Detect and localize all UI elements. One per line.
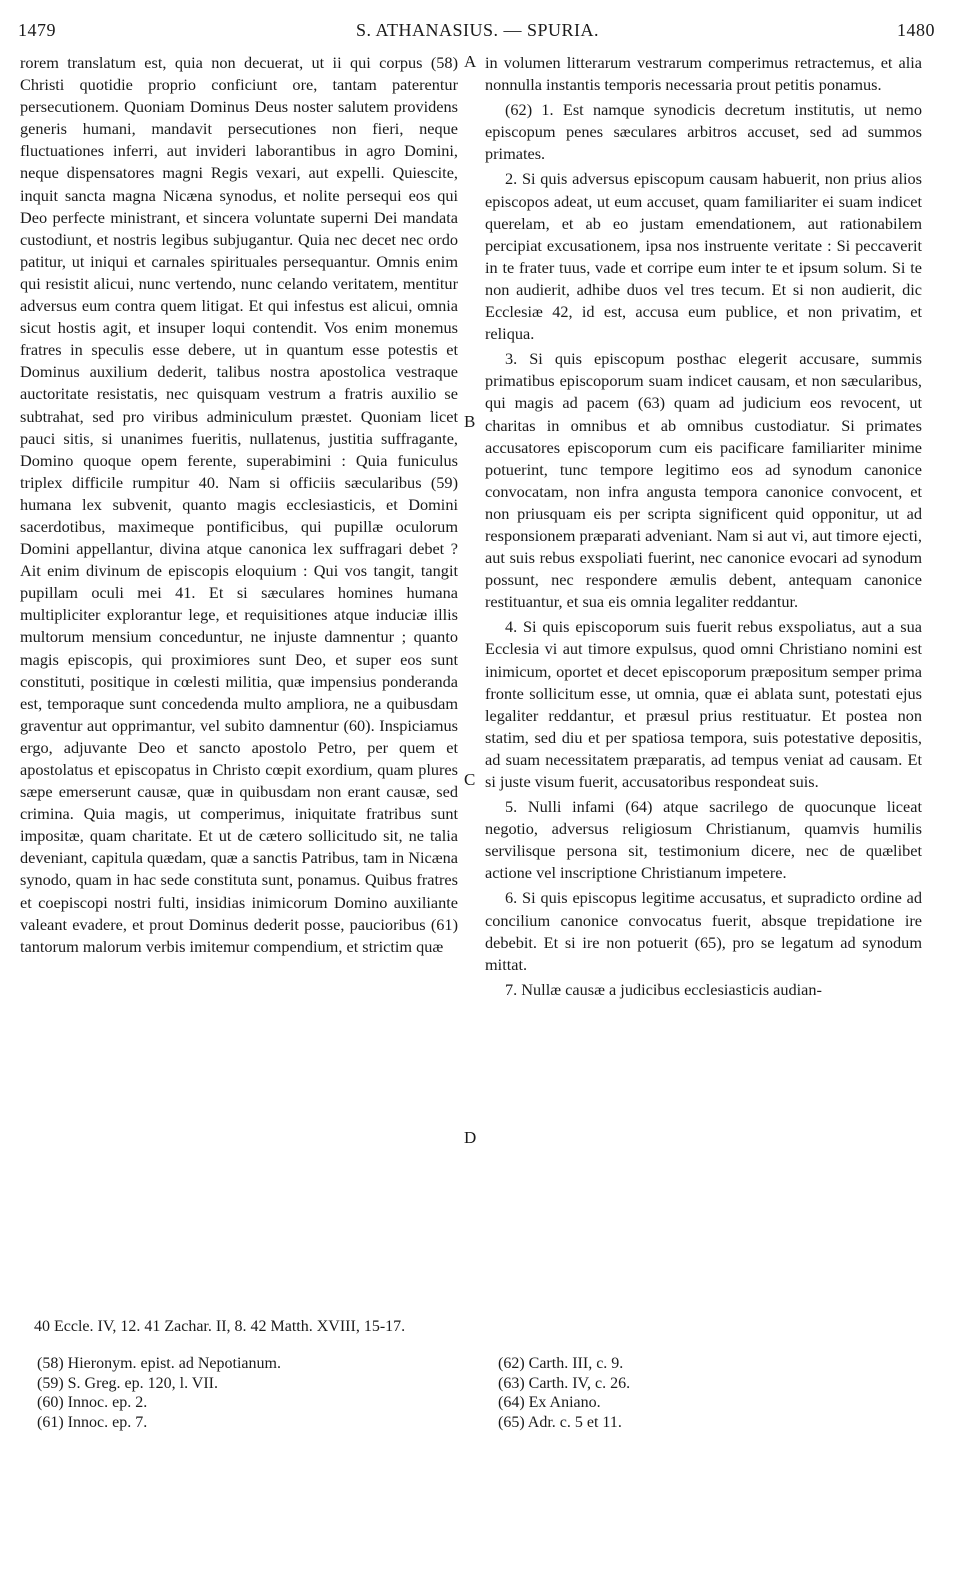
right-paragraph: 3. Si quis episcopum posthac elegerit accusare, summis primatibus episcoporum suam indicet causam, et non sæcularibus, qui magis ad pacem (63) quam ad judicium eos revocent, ut charitas in omnibus et ab omnibus custodiatur. Si primates accusatores episcoporum cum eis pacificare familiariter minime potuerint, tunc tempore legitimo eos ad synodum canonice convocatam, non infra angusta tempora canonice convocent, et non priusquam eis per scripta significent quid opponitur, ut ad responsionem præparati adveniant. Nam si aut vi, aut timore ejecti, aut suis rebus exspoliati fuerint, nec canonice evocari ad synodum possunt, nec respondere æmulis debent, antequam canonice restituantur, et sua eis omnia legaliter reddantur.	[485, 349, 922, 612]
page-number-left: 1479	[18, 20, 56, 40]
note-item: (58) Hieronym. epist. ad Nepotianum.	[37, 1355, 281, 1372]
right-paragraph: 7. Nullæ causæ a judicibus ecclesiasticis audian-	[505, 979, 822, 999]
page-number-right: 1480	[897, 20, 935, 40]
scripture-footnotes: 40 Eccle. IV, 12. 41 Zachar. II, 8. 42 Matth. XVIII, 15-17.	[34, 1318, 406, 1335]
running-title: S. ATHANASIUS. — SPURIA.	[355, 20, 600, 40]
right-paragraph: 4. Si quis episcoporum suis fuerit rebus exspoliatus, aut a sua Ecclesia vi aut timore expulsus, quod omni Christiano nomini est inimicum, oportet et decet episcoporum præpositum semper prima fronte sollicitum esse, ut omnia, quæ ei ablata sunt, potestati ejus legaliter reddantur, et præsul prius restituatur. Et postea non statim, sed diu et per spatiosa tempora, suis potestative depositis, ad suam necessitatem præparatis, ad tempus veniat ad causam. Et si juste visum fuerit, accusatoribus respondeat suis.	[485, 617, 922, 791]
note-item: (62) Carth. III, c. 9.	[498, 1355, 624, 1372]
left-paragraph: rorem translatum est, quia non decuerat, ut ii qui corpus (58) Christi quotidie proprio conficiunt ore, tantam paterentur persecutionem. Quoniam Dominus Deus noster salutem providens generis humani, mandavit persecutiones non fieri, neque fluctuationes inferri, aut invideri laborantibus in agro Domini, neque dispensatores magni Regis vexari, aut expelli. Quiescite, inquit sancta magna Nicæna synodus, et nolite persequi eos qui Deo perfecte ministrant, et sincera voluntate superni Dei mandata custodiunt, et nostris legibus subjugantur. Quia nec decet nec ordo patitur, ut iniqui et carnales spirituales persequantur. Omnis enim qui resistit alicui, nunc vertendo, nunc celando veritatem, mentitur adversus eum contra quem litigat. Et qui infestus est alicui, omnia sicut hostis agit, et insuper loqui contendit. Vos enim monemus fratres in speculis esse debere, ut in quantum esse potestis et Dominus auxilium dederit, talibus nostra apostolica vestraque auctoritate resistatis, nec quisquam vestrum a fratris auxilio se subtrahat, sed pro viribus adminiculum præstet. Quoniam licet pauci sitis, si unanimes fueritis, nullatenus, justitia suffragante, Domino quoque opem ferente, superabimini : Quia funiculus triplex difficile rumpitur 40. Nam si officiis sæcularibus (59) humana lex subvenit, quanto magis ecclesiasticis, et Domini sacerdotibus, maximeque pontificibus, qui pupillæ oculorum Domini appellantur, divina atque canonica lex suffragari debet ? Ait enim divinum de episcopis eloquium : Qui vos tangit, tangit pupillam oculi mei 41. Et si sæculares homines humana multipliciter explorantur lege, et requisitiones atque induciæ illis multorum mensium conceduntur, ne injuste damnentur ; quanto magis episcopis, qui proximiores sunt Deo, et super eos sunt constituti, positique in cœlesti militia, quæ impensius ponderanda est, temporaque sunt concedenda multo ampliora, ne a quibusdam graventur aut opprimantur, vel subito damnentur (60). Inspiciamus ergo, adjuvante Deo et sancto apostolo Petro, per quem et apostolatus et episcopatus in Christo cœpit exordium, quam plures sæpe emerserunt causæ, quæ in quibusdam non erant causæ, sed crimina. Quia magis, ut comperimus, iniquitate fratribus sunt impositæ, quam charitate. Et ut de cætero sollicitudo sit, ne talia deveniant, capitula quædam, quæ a sanctis Patribus, tam in Nicæna synodo, quam in hac sede constituta sunt, ponamus. Quibus fratres et coepiscopi nostri fulti, insidias inimicorum Domino auxiliante valeant evadere, et prout Dominus dederit posse, paucioribus (61) tantorum malorum verbis imitemur compendium, et strictim quæ	[20, 53, 458, 956]
right-paragraph: (62) 1. Est namque synodicis decretum institutis, ut nemo episcopum penes sæculares arbitros accuset, sed ad summos primates.	[485, 100, 922, 164]
note-item: (63) Carth. IV, c. 26.	[498, 1374, 631, 1392]
note-item: (59) S. Greg. ep. 120, l. VII.	[37, 1374, 219, 1392]
notes-left	[37, 1354, 281, 1432]
right-paragraph: 6. Si quis episcopus legitime accusatus, et supradicto ordine ad concilium canonice convocatus fuerit, absque trepidatione ire debebit. Et si ire non potuerit (65), pro se legatum ad synodum mittat.	[485, 888, 922, 974]
note-item: (64) Ex Aniano.	[498, 1394, 601, 1411]
left-column	[20, 52, 458, 958]
margin-marker-b: B	[464, 412, 476, 431]
right-paragraph: 5. Nulli infami (64) atque sacrilego de quocunque liceat negotio, adversus religiosum Christianum, quamvis humilis servilisque persona sit, testimonium dicere, nec de quælibet actione vel inscriptione Christianum impetere.	[485, 797, 922, 883]
right-paragraph: in volumen litterarum vestrarum comperimus retractemus, et alia nonnulla instantis temporis necessaria prout petitis ponamus.	[485, 53, 922, 95]
note-item: (61) Innoc. ep. 7.	[37, 1413, 148, 1431]
margin-marker-a: A	[464, 52, 477, 71]
margin-marker-c: C	[464, 770, 476, 789]
margin-marker-d: D	[464, 1128, 477, 1147]
right-column	[485, 52, 922, 1001]
page-header	[0, 16, 955, 46]
notes-right	[498, 1354, 630, 1432]
note-item: (65) Adr. c. 5 et 11.	[498, 1413, 622, 1431]
right-paragraph: 2. Si quis adversus episcopum causam habuerit, non prius alios episcopos adeat, ut eum accuset, quam familiariter ei suam indicet querelam, et ab eo justam emendationem, aut rationabilem percipiat excusationem, ipsa nos instruente veritate : Si peccaverit in te frater tuus, vade et corripe eum inter te et ipsum solum. Si te non audierit, adhibe duos vel tres tecum. Et si non audierit, dic Ecclesiæ 42, id est, accusa eum publice, et non privatim, et reliqua.	[485, 169, 922, 344]
note-item: (60) Innoc. ep. 2.	[37, 1394, 148, 1411]
